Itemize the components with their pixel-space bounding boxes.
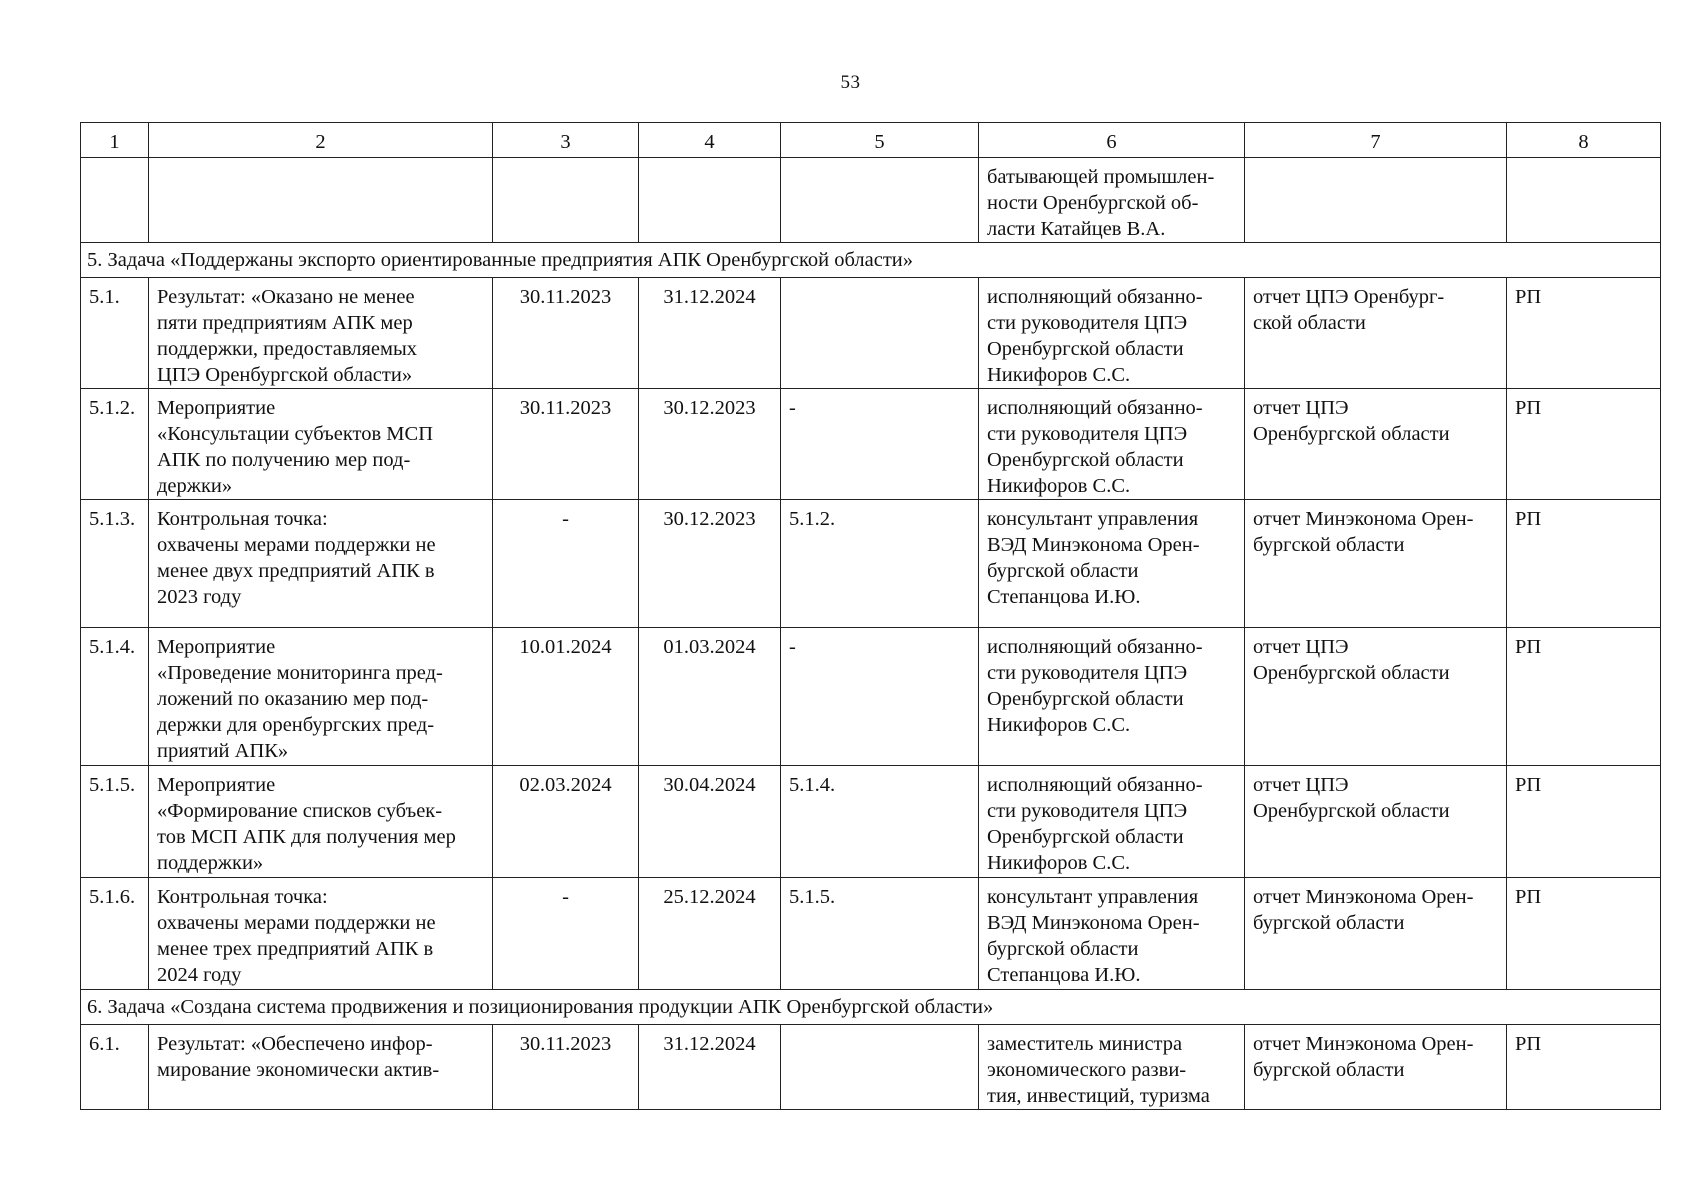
responsible-cell: заместитель министра экономического разви- тия, инвестиций, туризма <box>979 1025 1245 1110</box>
plan-table <box>80 122 1661 1110</box>
document-cell: отчет ЦПЭ Оренбургской области <box>1245 766 1507 878</box>
task-heading: 5. Задача «Поддержаны экспорто ориентированные предприятия АПК Оренбургской области» <box>81 243 1661 278</box>
start-date: - <box>493 878 639 990</box>
end-date: 30.12.2023 <box>639 389 781 500</box>
text-line: батывающей промышлен- <box>987 166 1215 188</box>
document-cell: отчет Минэконома Орен- бургской области <box>1245 878 1507 990</box>
predecessor: - <box>781 628 979 766</box>
row-number: 5.1.5. <box>81 766 149 878</box>
start-date: - <box>493 500 639 628</box>
predecessor <box>781 1025 979 1110</box>
level-cell: РП <box>1507 766 1661 878</box>
responsible-cell: исполняющий обязанно- сти руководителя ЦПЭ Оренбургской области Никифоров С.С. <box>979 389 1245 500</box>
task-heading-row <box>81 990 1661 1025</box>
start-date: 30.11.2023 <box>493 389 639 500</box>
level-cell: РП <box>1507 1025 1661 1110</box>
row-number: 6.1. <box>81 1025 149 1110</box>
start-date: 02.03.2024 <box>493 766 639 878</box>
table-row <box>81 389 1661 500</box>
header-col-4: 4 <box>639 123 781 158</box>
row-number: 5.1.2. <box>81 389 149 500</box>
document-cell: отчет Минэконома Орен- бургской области <box>1245 1025 1507 1110</box>
description-cell: Мероприятие «Консультации субъектов МСП АПК по получению мер под- держки» <box>149 389 493 500</box>
description-cell: Мероприятие «Проведение мониторинга пред- ложений по оказанию мер под- держки для оренбургских пред- приятий АПК» <box>149 628 493 766</box>
predecessor: 5.1.2. <box>781 500 979 628</box>
header-col-2: 2 <box>149 123 493 158</box>
header-col-8: 8 <box>1507 123 1661 158</box>
table-row <box>81 278 1661 389</box>
task-heading: 6. Задача «Создана система продвижения и позиционирования продукции АПК Оренбургской области» <box>81 990 1661 1025</box>
text-line: ласти Катайцев В.А. <box>987 218 1166 240</box>
page-number: 53 <box>840 72 861 93</box>
row-number: 5.1. <box>81 278 149 389</box>
predecessor <box>781 278 979 389</box>
continuation-row <box>81 158 1661 243</box>
header-col-3: 3 <box>493 123 639 158</box>
end-date: 30.04.2024 <box>639 766 781 878</box>
predecessor: 5.1.5. <box>781 878 979 990</box>
level-cell: РП <box>1507 500 1661 628</box>
document-cell: отчет ЦПЭ Оренбургской области <box>1245 628 1507 766</box>
start-date: 30.11.2023 <box>493 1025 639 1110</box>
document-cell: отчет ЦПЭ Оренбургской области <box>1245 389 1507 500</box>
header-col-6: 6 <box>979 123 1245 158</box>
document-cell: отчет Минэконома Орен- бургской области <box>1245 500 1507 628</box>
table-row <box>81 878 1661 990</box>
predecessor: 5.1.4. <box>781 766 979 878</box>
table-row <box>81 628 1661 766</box>
end-date: 30.12.2023 <box>639 500 781 628</box>
description-cell: Результат: «Обеспечено инфор- мирование экономически актив- <box>149 1025 493 1110</box>
level-cell: РП <box>1507 878 1661 990</box>
task-heading-row <box>81 243 1661 278</box>
header-col-1: 1 <box>81 123 149 158</box>
start-date: 10.01.2024 <box>493 628 639 766</box>
predecessor: - <box>781 389 979 500</box>
end-date: 25.12.2024 <box>639 878 781 990</box>
responsible-cell: исполняющий обязанно- сти руководителя ЦПЭ Оренбургской области Никифоров С.С. <box>979 278 1245 389</box>
level-cell: РП <box>1507 278 1661 389</box>
header-col-7: 7 <box>1245 123 1507 158</box>
table-row <box>81 1025 1661 1110</box>
description-cell: Мероприятие «Формирование списков субъек- тов МСП АПК для получения мер поддержки» <box>149 766 493 878</box>
description-cell: Контрольная точка: охвачены мерами поддержки не менее двух предприятий АПК в 2023 году <box>149 500 493 628</box>
description-cell: Результат: «Оказано не менее пяти предприятиям АПК мер поддержки, предоставляемых ЦПЭ Оренбургской области» <box>149 278 493 389</box>
row-number: 5.1.6. <box>81 878 149 990</box>
table-row <box>81 500 1661 628</box>
row-number: 5.1.3. <box>81 500 149 628</box>
text-line: ности Оренбургской об- <box>987 192 1199 214</box>
description-cell: Контрольная точка: охвачены мерами поддержки не менее трех предприятий АПК в 2024 году <box>149 878 493 990</box>
level-cell: РП <box>1507 389 1661 500</box>
end-date: 31.12.2024 <box>639 278 781 389</box>
responsible-cell <box>979 158 1245 243</box>
document-cell: отчет ЦПЭ Оренбург- ской области <box>1245 278 1507 389</box>
header-col-5: 5 <box>781 123 979 158</box>
table-row <box>81 766 1661 878</box>
header-row <box>81 123 1661 158</box>
level-cell: РП <box>1507 628 1661 766</box>
responsible-cell: консультант управления ВЭД Минэконома Орен- бургской области Степанцова И.Ю. <box>979 878 1245 990</box>
row-number: 5.1.4. <box>81 628 149 766</box>
end-date: 01.03.2024 <box>639 628 781 766</box>
responsible-cell: исполняющий обязанно- сти руководителя ЦПЭ Оренбургской области Никифоров С.С. <box>979 628 1245 766</box>
start-date: 30.11.2023 <box>493 278 639 389</box>
end-date: 31.12.2024 <box>639 1025 781 1110</box>
responsible-cell: исполняющий обязанно- сти руководителя ЦПЭ Оренбургской области Никифоров С.С. <box>979 766 1245 878</box>
responsible-cell: консультант управления ВЭД Минэконома Орен- бургской области Степанцова И.Ю. <box>979 500 1245 628</box>
